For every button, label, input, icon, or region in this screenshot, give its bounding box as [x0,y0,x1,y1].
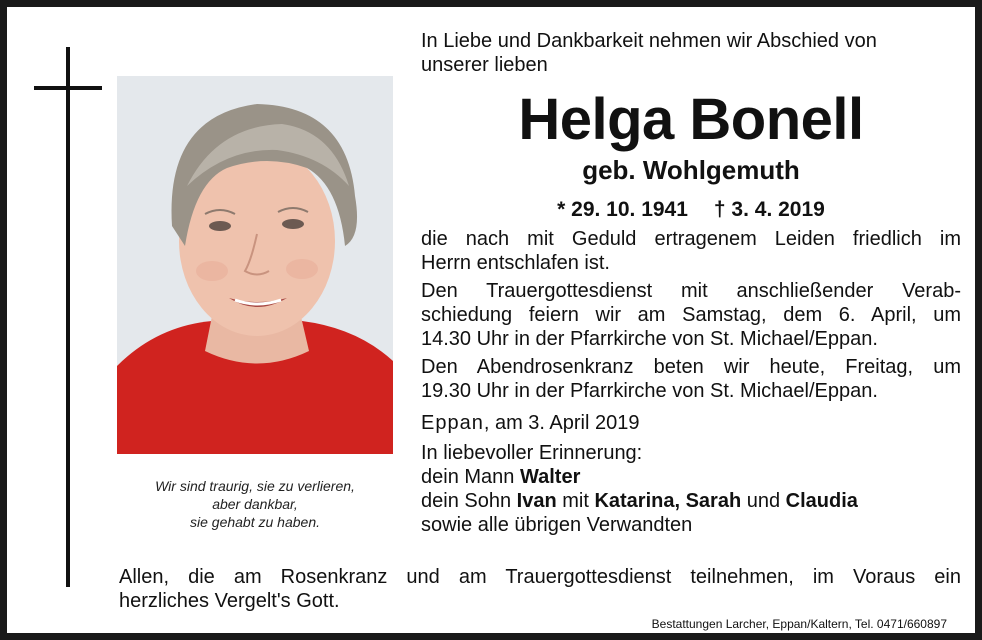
closing-thanks [119,565,961,613]
birth-date: * 29. 10. 1941 [557,198,688,221]
life-dates [421,197,961,223]
closing-line: Allen, die am Rosenkranz und am Trauergottesdienst teilnehmen, im Voraus ein [119,566,961,588]
grandchildren-names: Katarina, Sarah [594,490,742,512]
paragraph-line: 19.30 Uhr in der Pfarrkirche von St. Michael/Eppan. [421,380,878,402]
family-husband-line [421,465,961,489]
place-town: Eppan [421,412,484,434]
son-prefix: dein Sohn [421,490,517,512]
paragraph-line: Den Abendrosenkranz beten wir heute, Freitag, um [421,356,961,378]
intro-line: unserer lieben [421,54,548,76]
paragraph-funeral-service [421,279,961,351]
intro-line: In Liebe und Dankbarkeit nehmen wir Abschied von [421,30,877,52]
intro-text [421,29,961,77]
and-word: und [741,490,786,512]
quote-line: Wir sind traurig, sie zu verlieren, [155,478,355,494]
family-son-line [421,489,961,513]
family-list [421,441,961,537]
family-intro: In liebevoller Erinnerung: [421,442,643,464]
place-and-date [421,411,961,435]
last-grandchild-name: Claudia [785,490,858,512]
memorial-quote [117,477,393,531]
paragraph-rosary [421,355,961,403]
notice-text [421,29,961,537]
death-date: † 3. 4. 2019 [713,198,825,221]
husband-prefix: dein Mann [421,466,520,488]
paragraph-line: Den Trauergottesdienst mit anschließender Verab- [421,280,961,302]
paragraph-line: Herrn entschlafen ist. [421,252,610,274]
cross-symbol [66,47,70,587]
funeral-home-credit: Bestattungen Larcher, Eppan/Kaltern, Tel. 0471/660897 [651,617,947,631]
son-name: Ivan [516,490,557,512]
paragraph-line: die nach mit Geduld ertragenem Leiden friedlich im [421,228,961,250]
closing-line: herzliches Vergelt's Gott. [119,590,340,612]
portrait-photo [117,76,393,454]
paragraph-line: schiedung feiern wir am Samstag, dem 6. April, um [421,304,961,326]
deceased-name: Helga Bonell [518,87,864,152]
quote-line: aber dankbar, [212,496,298,512]
place-date: , am 3. April 2019 [483,412,640,434]
quote-line: sie gehabt zu haben. [190,514,320,530]
family-relatives: sowie alle übrigen Verwandten [421,514,693,536]
with-word: mit [556,490,595,512]
cross-symbol-bar [34,86,102,90]
maiden-name: geb. Wohlgemuth [582,155,800,185]
paragraph-line: 14.30 Uhr in der Pfarrkirche von St. Michael/Eppan. [421,328,878,350]
husband-name: Walter [519,466,581,488]
paragraph-passing [421,227,961,275]
